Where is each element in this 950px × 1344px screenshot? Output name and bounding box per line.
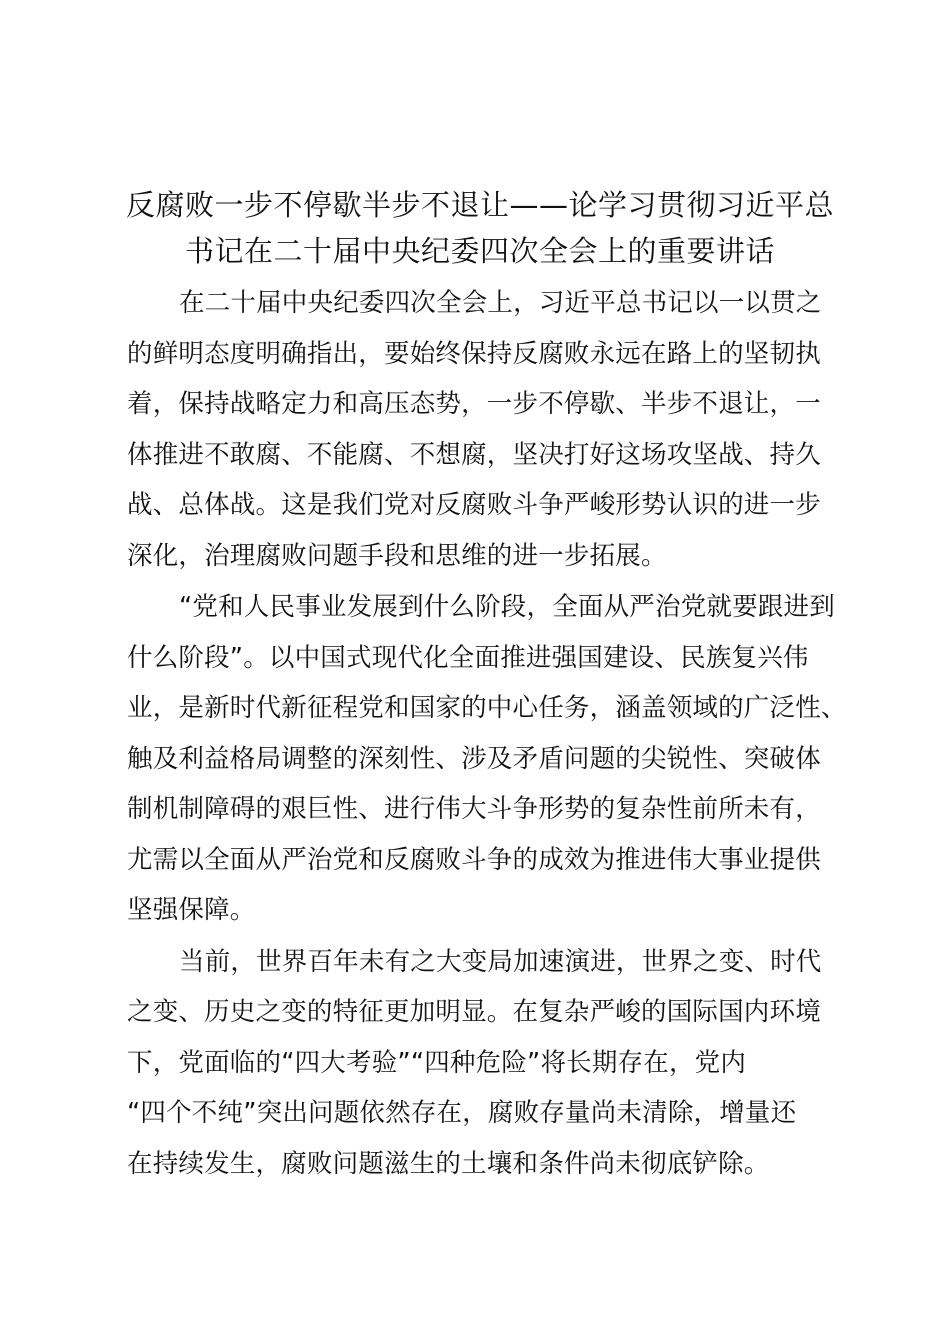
paragraph-line: 下，党面临的“四大考验”“四种危险”将长期存在，党内 [127,1047,747,1078]
paragraph-line: 深化，治理腐败问题手段和思维的进一步拓展。 [127,540,667,571]
paragraph-line: 在二十届中央纪委四次全会上，习近平总书记以一以贯之 [179,288,822,318]
paragraph-line: “党和人民事业发展到什么阶段，全面从严治党就要跟进到 [179,592,835,622]
paragraph-3 [127,937,842,1190]
paragraph-line: 触及利益格局调整的深刻性、涉及矛盾问题的尖锐性、突破体 [127,743,821,774]
paragraph-line: 在持续发生，腐败问题滋生的土壤和条件尚未彻底铲除。 [127,1148,770,1179]
paragraph-line: 的鲜明态度明确指出，要始终保持反腐败永远在路上的坚韧执 [127,338,821,369]
paragraph-line: 战、总体战。这是我们党对反腐败斗争严峻形势认识的进一步 [127,490,821,520]
paragraph-line: “四个不纯”突出问题依然存在，腐败存量尚未清除，增量还 [127,1098,797,1128]
paragraph-line: 之变、历史之变的特征更加明显。在复杂严峻的国际国内环境 [127,997,821,1027]
paragraph-line: 尤需以全面从严治党和反腐败斗争的成效为推进伟大事业提供 [127,844,821,875]
document-title [100,182,860,274]
paragraph-line: 制机制障碍的艰巨性、进行伟大斗争形势的复杂性前所未有， [127,794,821,824]
title-line-2: 书记在二十届中央纪委四次全会上的重要讲话 [184,234,775,268]
paragraph-line: 当前，世界百年未有之大变局加速演进，世界之变、时代 [179,946,822,977]
paragraph-line: 什么阶段”。以中国式现代化全面推进强国建设、民族复兴伟 [127,642,809,673]
paragraph-line: 体推进不敢腐、不能腐、不想腐，坚决打好这场攻坚战、持久 [127,439,821,470]
paragraph-2 [127,582,847,936]
paragraph-line: 业，是新时代新征程党和国家的中心任务，涵盖领域的广泛性、 [127,693,847,723]
paragraph-line: 着，保持战略定力和高压态势，一步不停歇、半步不退让，一 [127,389,821,419]
title-line-1: 反腐败一步不停歇半步不退让——论学习贯彻习近平总 [125,188,834,222]
paragraph-line: 坚强保障。 [127,895,256,925]
document-body [127,278,847,1190]
paragraph-1 [127,278,842,581]
